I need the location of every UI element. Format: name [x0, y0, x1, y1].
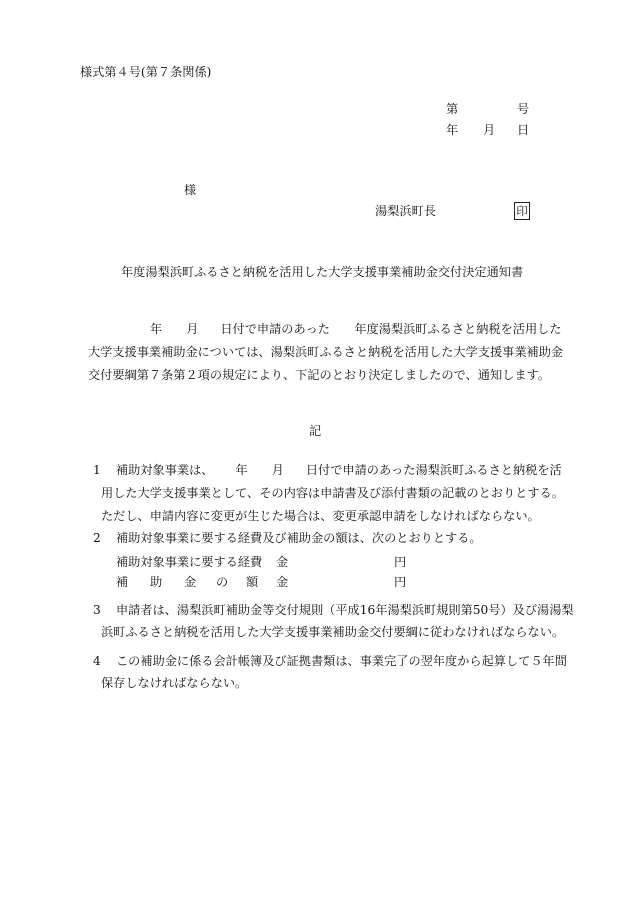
item-1-line-1 — [116, 459, 562, 482]
item-1-month-label: 月 — [271, 463, 284, 477]
item-1-line-2: 用した大学支援事業として、その内容は申請書及び添付書類の記載のとおりとする。 — [101, 486, 564, 500]
item-4-number: 4 — [93, 654, 101, 668]
sender-name: 湯梨浜町長 — [375, 204, 436, 218]
item-1-line-1-pre: 補助対象事業は、 — [116, 463, 214, 477]
amount-expense-yen: 円 — [394, 555, 407, 569]
date-month-label: 月 — [483, 123, 496, 137]
amount-expense-label: 補助対象事業に要する経費 — [116, 555, 263, 569]
item-3-line-2: 浜町ふるさと納税を活用した大学支援事業補助金交付要綱に従わなければならない。 — [101, 625, 565, 639]
item-1 — [116, 459, 562, 482]
item-1-line-3: ただし、申請内容に変更が生じた場合は、変更承認申請をしなければならない。 — [101, 509, 540, 523]
intro-line-1-text: 日付で申請のあった 年度湯梨浜町ふるさと納税を活用した — [220, 322, 562, 336]
intro-line-2: 大学支援事業補助金については、湯梨浜町ふるさと納税を活用した大学支援事業補助金 — [88, 345, 564, 359]
doc-number-suffix: 号 — [517, 102, 530, 116]
amount-expense-kin: 金 — [276, 555, 289, 569]
item-1-number: 1 — [93, 463, 101, 477]
intro-line-1 — [88, 318, 562, 341]
amount-grant-label-char-5: 額 — [246, 575, 259, 589]
ki-heading: 記 — [309, 424, 322, 438]
item-1-year-label: 年 — [235, 463, 248, 477]
amount-grant-yen: 円 — [394, 575, 407, 589]
addressee-honorific: 様 — [184, 183, 197, 197]
intro-year-label: 年 — [150, 322, 163, 336]
amount-grant-label-char-4: の — [216, 575, 229, 589]
document-title: 年度湯梨浜町ふるさと納税を活用した大学支援事業補助金交付決定通知書 — [121, 265, 524, 279]
intro-line-3: 交付要綱第７条第２項の規定により、下記のとおり決定しましたので、通知します。 — [88, 368, 550, 382]
intro-paragraph — [88, 318, 564, 387]
item-4-line-1: この補助金に係る会計帳簿及び証拠書類は、事業完了の翌年度から起算して５年間 — [116, 654, 567, 668]
amount-grant-label-char-1: 補 — [116, 575, 129, 589]
amount-grant-label-char-2: 助 — [150, 575, 163, 589]
seal-mark: 印 — [514, 202, 530, 220]
amount-grant-kin: 金 — [276, 575, 289, 589]
form-id: 様式第４号(第７条関係) — [80, 65, 212, 79]
item-1-continued — [101, 482, 564, 528]
amount-grant-label-char-3: 金 — [184, 575, 197, 589]
item-1-line-1-post: 日付で申請のあった湯梨浜町ふるさと納税を活 — [305, 463, 562, 477]
intro-month-label: 月 — [186, 322, 199, 336]
doc-number-prefix: 第 — [446, 102, 459, 116]
date-day-label: 日 — [517, 123, 530, 137]
date-year-label: 年 — [446, 123, 459, 137]
item-2-number: 2 — [93, 531, 101, 545]
item-3-line-1: 申請者は、湯梨浜町補助金等交付規則（平成16年湯梨浜町規則第50号）及び湯湯梨 — [116, 603, 574, 617]
item-3-number: 3 — [93, 603, 101, 617]
item-2-text: 補助対象事業に要する経費及び補助金の額は、次のとおりとする。 — [116, 531, 482, 545]
item-4-line-2: 保存しなければならない。 — [101, 676, 248, 690]
